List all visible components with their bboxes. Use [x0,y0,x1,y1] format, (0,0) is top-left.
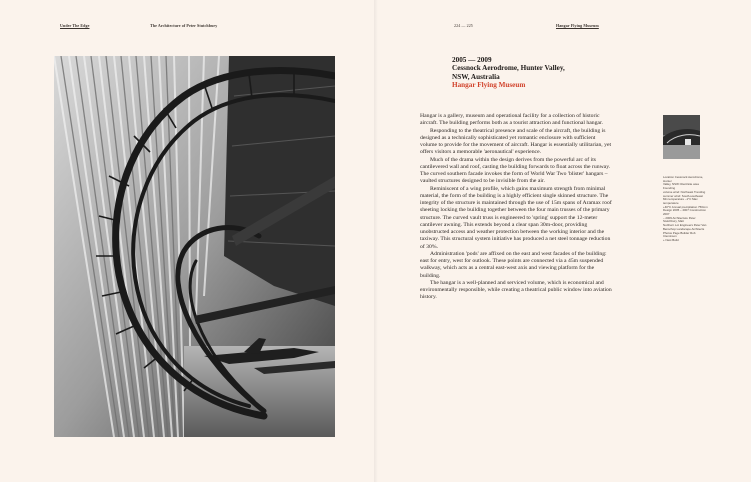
sidenote-line: – 2009 Architecture Peter Stutchbury, Matt [663,215,696,224]
project-sidenote [663,176,709,243]
body-paragraph: Reminiscent of a wing profile, which gains maximum strength from minimal material, the form of the building is a highly efficient single skinned structure. The integrity of the structure is maintained through the use of 15m spans of Aramax roof sheeting locking the building together between the four main trusses of the primary structure. The curved vault truss is engineered to 'spring' support the 12-meter cantilever awning. This extends beyond a clear span 30m-door, providing unobstructed access and weather protection between the working interior and the taxiway. This structural system initiative has produced a net steel tonnage reduction of 30%. [420,185,612,250]
body-paragraph: Responding to the theatrical presence and scale of the aircraft, the building is designed as a technically sophisticated yet romantic enclosure with sufficient volume to provide for the movement of aircraft. Hangar is essentially utilitarian, yet offers visitors a memorable 'aeronautical' experience. [420,127,612,156]
sidenote-line: Northern Lot Engineers Peter Van [663,223,707,228]
page-numbers: 224 — 225 [454,23,473,28]
body-paragraph: Much of the drama within the design derives from the powerful arc of its cantilevered wall and roof, casting the building forwards to float across the runway. The curved southern facade invokes the form of World War Two 'blister' hangars – vaulted structures designed to be invisible from the air. [420,156,611,185]
sidenote-line: summer wind: South-southeast [663,193,703,198]
body-paragraph: The hangar is a well-planned and serviced volume, which is economical and environmentally responsible, while creating a theatrical public window into aviation history. [420,279,612,301]
project-heading [452,56,622,90]
hangar-exterior-thumbnail [663,115,700,159]
sidenote-line: Photos Page Builder Rob Cleminson [663,230,696,239]
running-head-project: Hangar Flying Museum [556,23,599,28]
sidenote-line: + Nest Build [663,237,679,242]
body-paragraph: Hangar is a gallery, museum and operational facility for a collection of historic aircraft. The building performs both as a tourist attraction and functional hangar. [420,113,603,127]
project-location-1: Cessnock Aerodrome, Hunter Valley, [452,64,565,73]
sidenote-line: volume wind: Northeast Trending [663,189,706,194]
project-years: 2005 — 2009 [452,56,492,64]
sidenote-line: Valley, NSW Client/site area Founding [663,182,699,191]
project-location-2: NSW, Australia [452,72,500,81]
body-text [420,113,613,302]
running-head-section: Under The Edge [60,23,90,28]
sidenote-line: Design 2005 – 2007 Construction 2007 [663,208,706,217]
sidenote-line: Location Cessnock Aerodrome, Hunter [663,175,704,183]
body-paragraph: Administration 'pods' are affixed on the east and west facades of the building: east for entry, west for outlook. These points are connected via a 45m suspended walkway, which acts as a central east-west axis and viewing platform for the building. [420,250,607,279]
sidenote-line: Benschop Landscape Architects [663,226,705,231]
hangar-interior-photo [54,56,335,437]
gutter-shadow [374,0,378,482]
running-head-title: The Architecture of Peter Stutchbury [150,23,218,28]
project-name: Hangar Flying Museum [452,81,526,90]
sidenote-line: +40°C Annual precipitation 750mm [663,204,708,209]
sidenote-line: Min temperature –1°C Max temperature [663,197,698,205]
